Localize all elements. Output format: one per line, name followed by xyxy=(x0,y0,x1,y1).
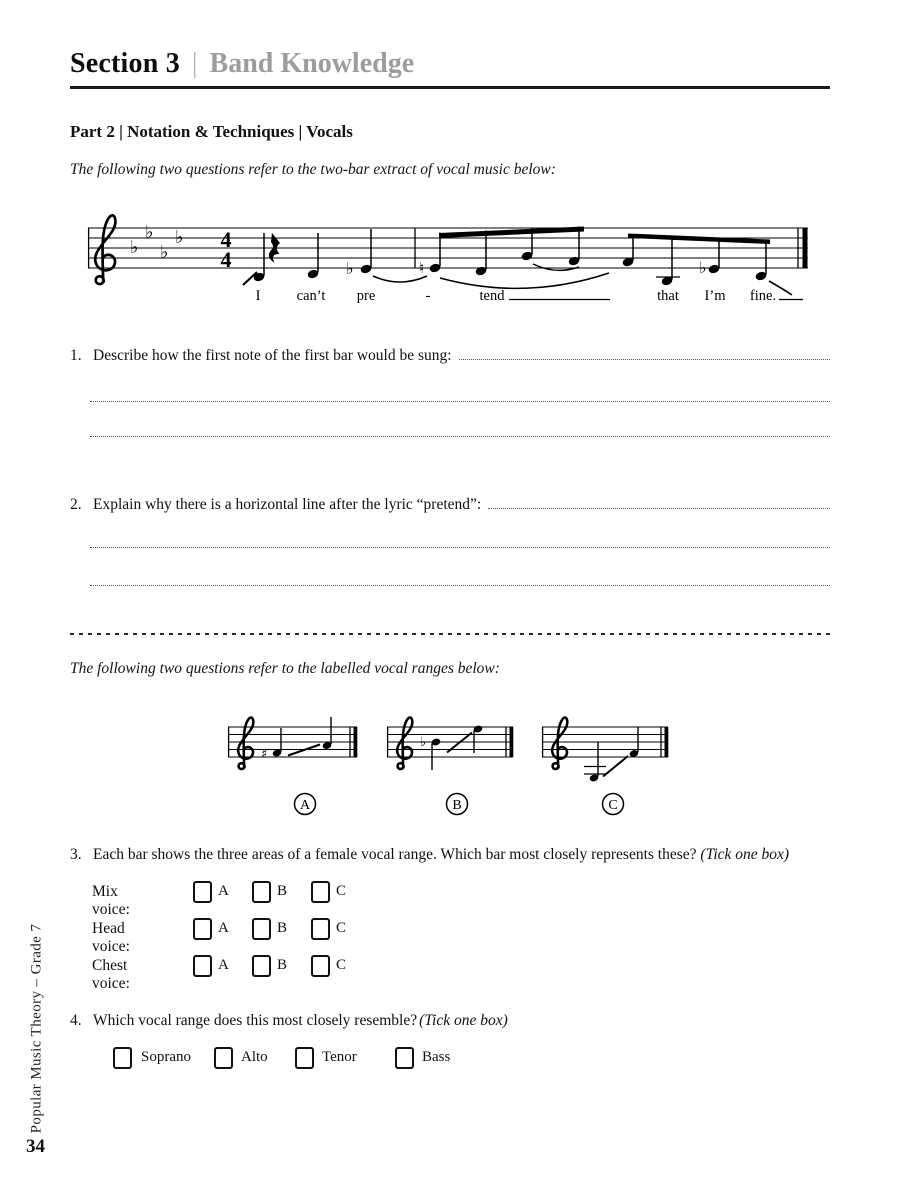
checkbox-mix-b[interactable] xyxy=(252,881,271,903)
answer-leader[interactable] xyxy=(488,508,830,509)
row-label: Head voice: xyxy=(92,920,130,955)
checkbox-head-a[interactable] xyxy=(193,918,212,940)
svg-text:♮: ♮ xyxy=(419,259,425,277)
svg-text:C: C xyxy=(608,798,618,813)
svg-text:♭: ♭ xyxy=(160,242,169,262)
answer-line[interactable] xyxy=(90,547,830,548)
question-text: Each bar shows the three areas of a female vocal range. Which bar most closely represents these? (Tick one box) xyxy=(93,846,790,863)
option-label: Tenor xyxy=(322,1049,357,1065)
range-labels xyxy=(295,794,624,815)
svg-text:♭: ♭ xyxy=(420,735,427,750)
tick-hint: (Tick one box) xyxy=(700,846,790,863)
option-label: Soprano xyxy=(141,1049,191,1065)
range-stave-b xyxy=(387,717,513,770)
treble-clef-icon xyxy=(238,717,253,769)
question-number: 1. xyxy=(70,347,82,364)
checkbox-chest-a[interactable] xyxy=(193,955,212,977)
svg-text:I: I xyxy=(255,288,261,304)
question-4 xyxy=(70,1012,830,1030)
section-header xyxy=(70,48,830,80)
option-label: C xyxy=(336,957,347,973)
header-rule xyxy=(70,86,830,89)
beam xyxy=(628,234,770,245)
row-label: Chest voice: xyxy=(92,957,130,992)
svg-text:that: that xyxy=(657,288,679,304)
svg-text:can’t: can’t xyxy=(296,288,326,304)
checkbox-soprano[interactable] xyxy=(113,1047,132,1069)
range-stave-c xyxy=(542,717,668,782)
time-signature xyxy=(221,227,232,272)
section-subtitle: Band Knowledge xyxy=(209,48,415,79)
answer-line[interactable] xyxy=(90,436,830,437)
answer-line[interactable] xyxy=(90,401,830,402)
svg-text:pre: pre xyxy=(356,288,376,304)
svg-text:B: B xyxy=(452,798,462,813)
question-number: 2. xyxy=(70,496,82,513)
slur xyxy=(440,273,609,288)
question-text: Explain why there is a horizontal line after the lyric “pretend”: xyxy=(93,496,482,513)
row-label: Mix voice: xyxy=(92,883,130,918)
treble-clef-icon xyxy=(95,215,115,284)
checkbox-head-b[interactable] xyxy=(252,918,271,940)
intro-extract: The following two questions refer to the two-bar extract of vocal music below: xyxy=(70,161,556,178)
option-label: A xyxy=(218,920,229,936)
question-number: 3. xyxy=(70,846,82,863)
treble-clef-icon xyxy=(397,717,412,769)
question-2 xyxy=(70,496,830,514)
intro-ranges: The following two questions refer to the labelled vocal ranges below: xyxy=(70,660,500,677)
option-label: Bass xyxy=(422,1049,451,1065)
answer-line[interactable] xyxy=(90,585,830,586)
svg-text:4: 4 xyxy=(220,227,232,252)
svg-text:♭: ♭ xyxy=(699,258,707,277)
option-label: B xyxy=(277,883,288,899)
svg-text:4: 4 xyxy=(220,247,232,272)
checkbox-tenor[interactable] xyxy=(295,1047,314,1069)
final-barline xyxy=(803,228,808,268)
option-label: C xyxy=(336,883,347,899)
option-label: C xyxy=(336,920,347,936)
checkbox-chest-b[interactable] xyxy=(252,955,271,977)
vocal-music-extract xyxy=(70,195,830,315)
svg-text:♭: ♭ xyxy=(346,259,354,278)
option-label: Alto xyxy=(241,1049,268,1065)
question-text: Which vocal range does this most closely resemble? (Tick one box) xyxy=(93,1012,508,1029)
bar-2-notes xyxy=(419,227,792,296)
page-number: 34 xyxy=(26,1136,45,1157)
section-title: Section 3 xyxy=(70,48,180,79)
svg-text:fine.: fine. xyxy=(749,288,777,304)
part-heading: Part 2 | Notation & Techniques | Vocals xyxy=(70,122,353,141)
option-label: B xyxy=(277,957,288,973)
svg-text:♯: ♯ xyxy=(261,747,268,762)
sidebar-book-title: Popular Music Theory – Grade 7 xyxy=(28,923,45,1134)
checkbox-chest-c[interactable] xyxy=(311,955,330,977)
answer-leader[interactable] xyxy=(459,359,830,360)
checkbox-head-c[interactable] xyxy=(311,918,330,940)
checkbox-bass[interactable] xyxy=(395,1047,414,1069)
svg-text:A: A xyxy=(299,798,311,813)
option-label: A xyxy=(218,883,229,899)
checkbox-mix-c[interactable] xyxy=(311,881,330,903)
section-divider: | xyxy=(191,48,198,79)
option-label: A xyxy=(218,957,229,973)
tick-hint: (Tick one box) xyxy=(419,1012,508,1029)
svg-text:♭: ♭ xyxy=(130,237,139,257)
question-number: 4. xyxy=(70,1012,82,1029)
question-1 xyxy=(70,347,830,365)
checkbox-mix-a[interactable] xyxy=(193,881,212,903)
treble-clef-icon xyxy=(552,717,567,769)
option-label: B xyxy=(277,920,288,936)
svg-text:tend: tend xyxy=(479,288,505,304)
section-divider-dashed xyxy=(70,633,830,635)
svg-text:♭: ♭ xyxy=(175,227,184,247)
lyrics xyxy=(256,288,803,304)
gliss-slash xyxy=(603,756,628,777)
question-3 xyxy=(70,846,830,864)
vocal-ranges-figure xyxy=(215,690,695,820)
svg-text:♭: ♭ xyxy=(145,222,154,242)
svg-text:-: - xyxy=(425,288,431,304)
svg-text:I’m: I’m xyxy=(704,288,726,304)
checkbox-alto[interactable] xyxy=(214,1047,233,1069)
question-text: Describe how the first note of the first bar would be sung: xyxy=(93,347,452,364)
range-stave-a xyxy=(228,717,357,769)
